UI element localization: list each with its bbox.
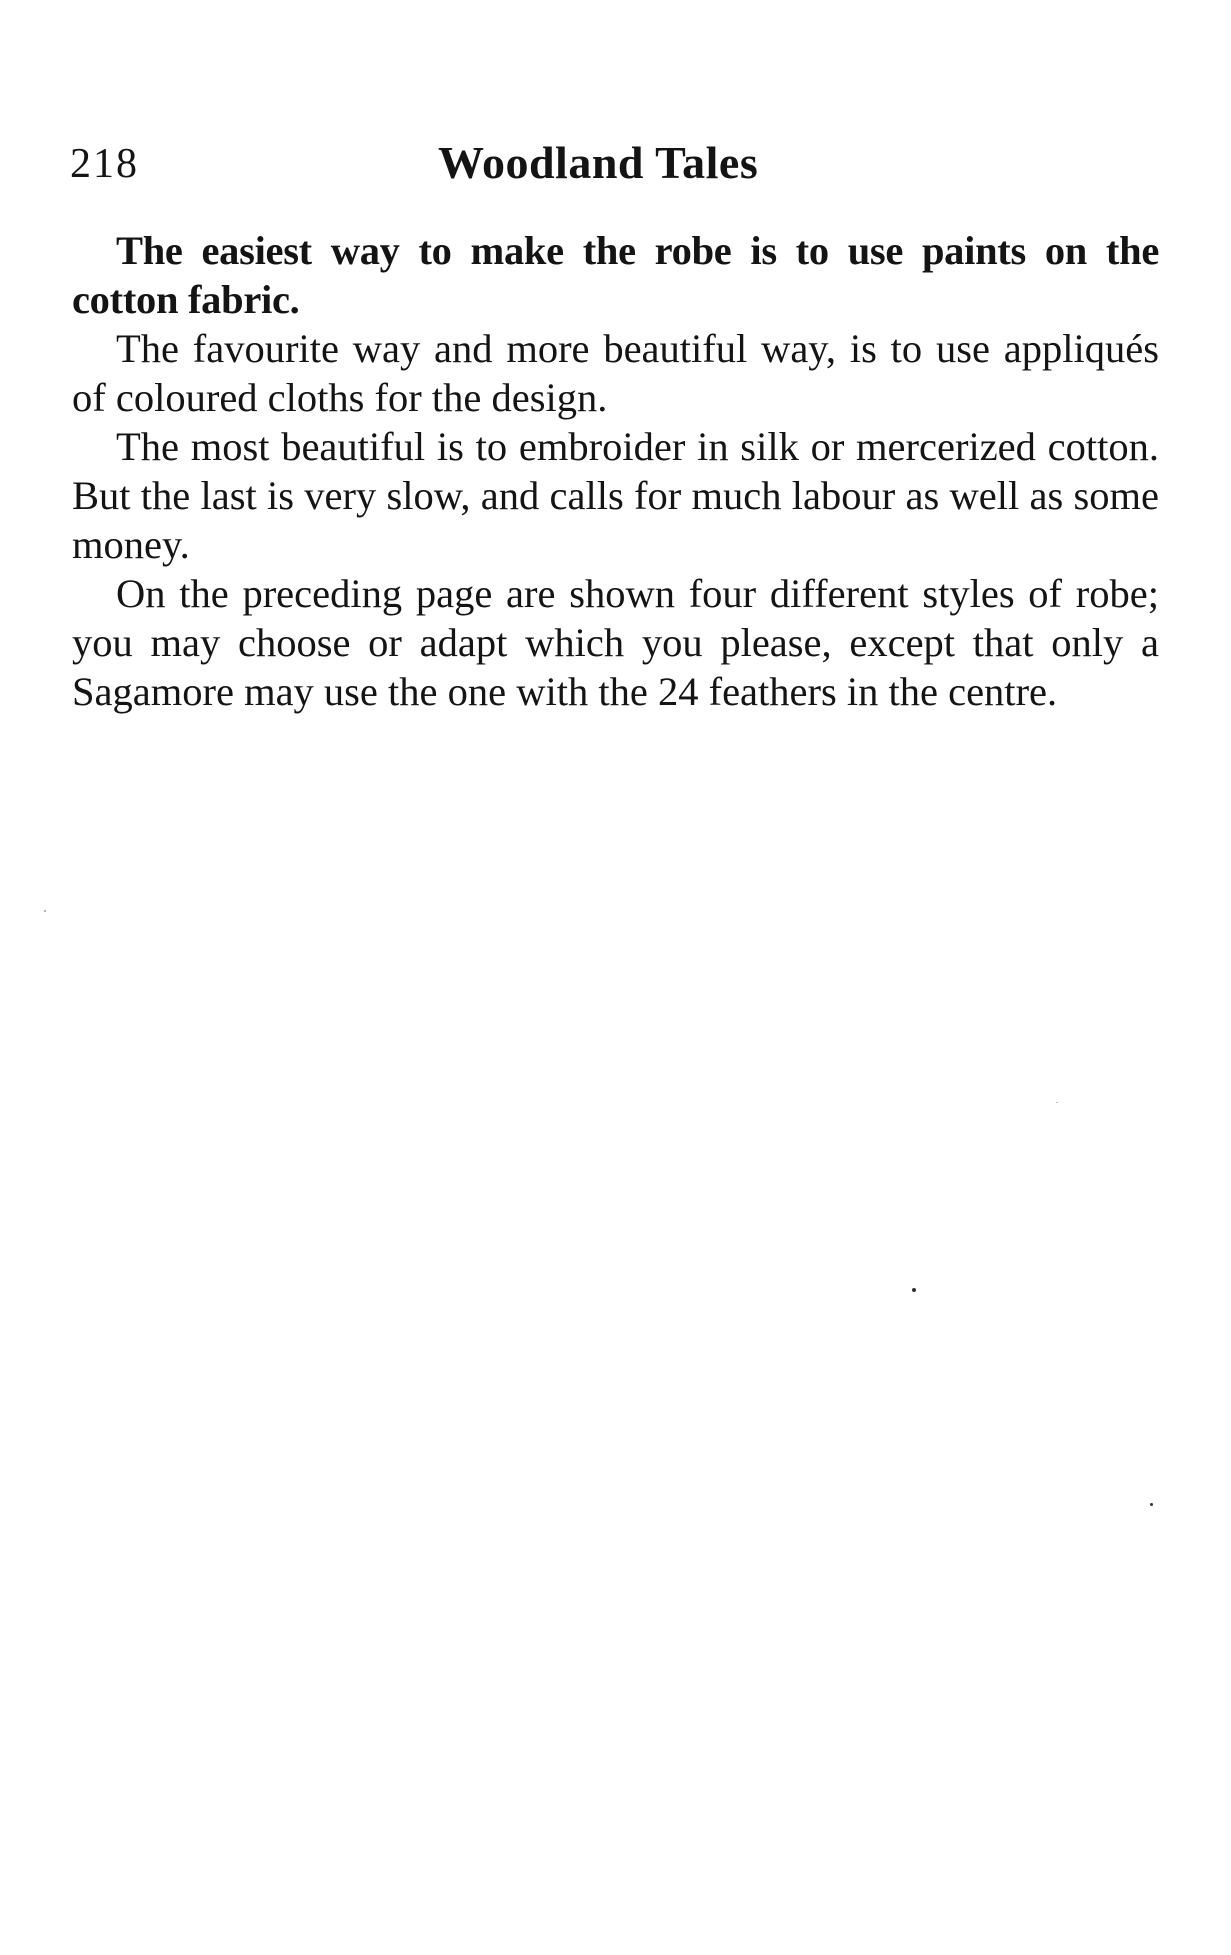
paragraph-2: The favourite way and more beautiful way, is to use appliqués of coloured cloths for the design. (72, 326, 1159, 420)
scan-speck (44, 910, 46, 912)
paragraph-3: The most beautiful is to embroider in silk or mercerized cotton. But the last is very slow, and calls for much labour as well as some money. (72, 424, 1159, 567)
running-head (70, 137, 1160, 200)
paragraph-1: The easiest way to make the robe is to use paints on the cotton fabric. (72, 228, 1159, 322)
running-title: Woodland Tales (438, 137, 759, 188)
page-number: 218 (70, 141, 139, 187)
paragraph-4: On the preceding page are shown four different styles of robe; you may choose or adapt which you please, except that only a Sagamore may use the one with the 24 feathers in the centre. (72, 571, 1159, 714)
body-text (72, 226, 1159, 716)
scan-speck (1150, 1503, 1153, 1506)
scan-speck (912, 1288, 916, 1292)
scan-speck (1056, 1102, 1058, 1103)
